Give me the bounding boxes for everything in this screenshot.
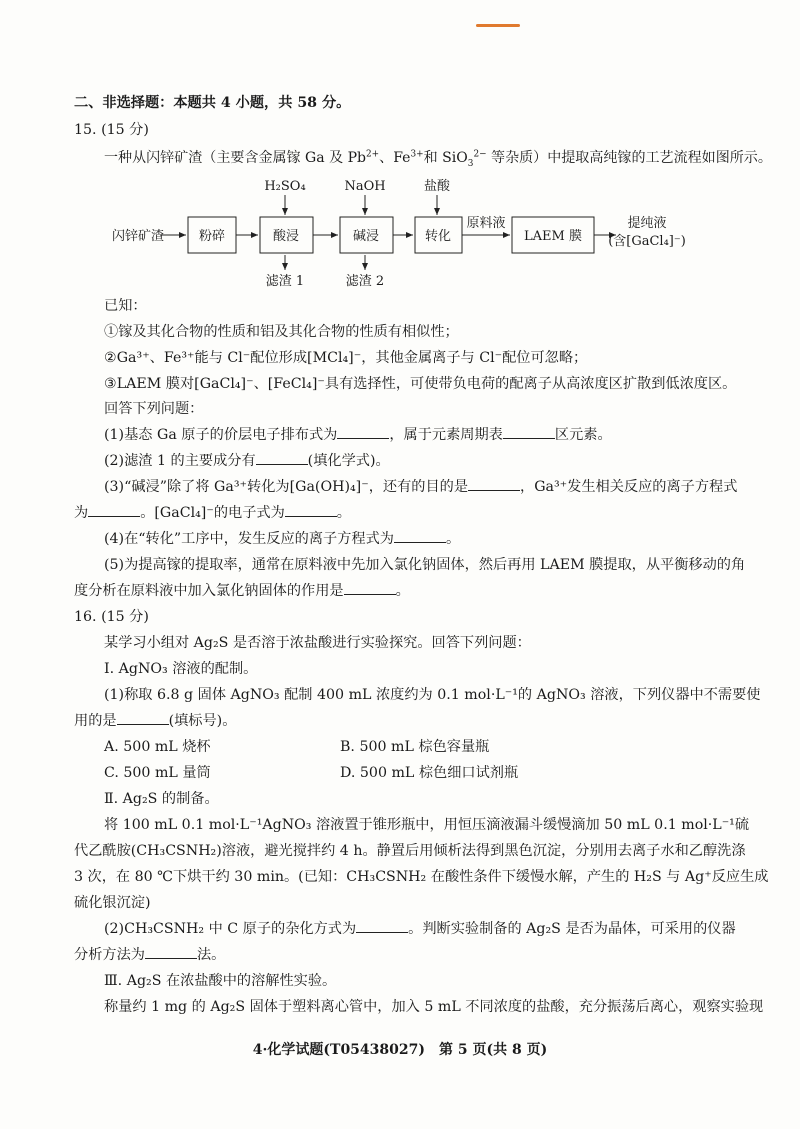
q15-p3-line2: 为 。[GaCl₄]⁻的电子式为 。 (74, 505, 351, 521)
orange-mark (476, 24, 520, 27)
flow-reagent-h2so4: H₂SO₄ (264, 179, 306, 194)
flow-residue2: 滤渣 2 (345, 274, 385, 289)
q16-prep-line1: 将 100 mL 0.1 mol·L⁻¹AgNO₃ 溶液置于锥形瓶中，用恒压滴液漏斗缓慢滴加 50 mL 0.1 mol·L⁻¹硫 (104, 817, 750, 833)
answer-blank[interactable] (285, 504, 337, 517)
q15-p5-line2: 度分析在原料液中加入氯化钠固体的作用是 。 (74, 583, 410, 599)
q16-p2-line2: 分析方法为 法。 (74, 947, 226, 963)
q16-part3: Ⅲ. Ag₂S 在浓盐酸中的溶解性实验。 (104, 973, 337, 989)
q16-prep-line3: 3 次，在 80 ℃下烘干约 30 min。(已知：CH₃CSNH₂ 在酸性条件下缓慢水解，产生的 H₂S 与 Ag⁺反应生成 (74, 869, 769, 885)
flow-product1: 提纯液 (627, 216, 667, 231)
q15-k3: ③LAEM 膜对[GaCl₄]⁻、[FeCl₄]⁻具有选择性，可使带负电荷的配离子从高浓度区扩散到低浓度区。 (104, 376, 737, 392)
answer-blank[interactable] (503, 426, 555, 439)
q15-intro: 一种从闪锌矿渣（主要含金属镓 Ga 及 $Pb^{2+}$、$Fe^{3+}$和 SiO$_3^{2-}$ 等杂质）中提取高纯镓的工艺流程如图所示。 (104, 149, 772, 169)
answer-blank[interactable] (88, 504, 140, 517)
flow-step1: 粉碎 (198, 229, 226, 244)
flow-reagent-naoh: NaOH (344, 179, 386, 194)
answer-blank[interactable] (468, 478, 520, 491)
q15-answer-intro: 回答下列问题： (104, 401, 204, 417)
answer-blank[interactable] (344, 582, 396, 595)
q16-option-b: B. 500 mL 棕色容量瓶 (340, 739, 490, 755)
flow-step2: 酸浸 (272, 229, 300, 244)
q16-intro: 某学习小组对 Ag₂S 是否溶于浓盐酸进行实验探究。回答下列问题： (104, 635, 531, 651)
flow-reagent-hcl: 盐酸 (423, 179, 451, 194)
q15-p3-line1: (3)“碱浸”除了将 Ga³⁺转化为[Ga(OH)₄]⁻，还有的目的是 ，Ga³⁺发生相关反应的离子方程式 (104, 479, 738, 495)
section-header: 二、非选择题：本题共 4 小题，共 58 分。 (74, 95, 351, 111)
flow-feed: 原料液 (466, 216, 506, 231)
flow-step4: 转化 (424, 229, 452, 244)
flow-start: 闪锌矿渣 (112, 229, 165, 244)
answer-blank[interactable] (337, 426, 389, 439)
flow-step3: 碱浸 (352, 229, 380, 244)
q16-p3-line1: 称量约 1 mg 的 Ag₂S 固体于塑料离心管中，加入 5 mL 不同浓度的盐酸，充分振荡后离心，观察实验现 (104, 999, 764, 1015)
q16-p1-line2: 用的是 (填标号)。 (74, 713, 237, 729)
q16-number: 16. (15 分) (74, 609, 149, 625)
q16-prep-line2: 代乙酰胺(CH₃CSNH₂)溶液，避光搅拌约 4 h。静置后用倾析法得到黑色沉淀，分别用去离子水和乙醇洗涤 (74, 843, 746, 859)
q15-p4: (4)在“转化”工序中，发生反应的离子方程式为 。 (104, 531, 461, 547)
q16-part2: Ⅱ. Ag₂S 的制备。 (104, 791, 219, 807)
q15-k2: ②Ga³⁺、Fe³⁺能与 Cl⁻配位形成[MCl₄]⁻，其他金属离子与 Cl⁻配位可忽略； (104, 350, 588, 366)
flow-product2: (含[GaCl₄]⁻) (608, 234, 686, 249)
q16-p1-line1: (1)称取 6.8 g 固体 AgNO₃ 配制 400 mL 浓度约为 0.1 mol·L⁻¹的 AgNO₃ 溶液，下列仪器中不需要使 (104, 687, 761, 703)
answer-blank[interactable] (256, 452, 308, 465)
answer-blank[interactable] (145, 946, 197, 959)
q16-p2-line1: (2)CH₃CSNH₂ 中 C 原子的杂化方式为 。判断实验制备的 Ag₂S 是否为晶体，可采用的仪器 (104, 921, 736, 937)
answer-blank[interactable] (117, 712, 169, 725)
q16-prep-line4: 硫化银沉淀) (74, 895, 151, 911)
process-flow-diagram (0, 175, 800, 295)
q15-p5-line1: (5)为提高镓的提取率，通常在原料液中先加入氯化钠固体，然后再用 LAEM 膜提取，从平衡移动的角 (104, 557, 746, 573)
q15-p1: (1)基态 Ga 原子的价层电子排布式为 ，属于元素周期表 区元素。 (104, 427, 612, 443)
answer-blank[interactable] (356, 920, 408, 933)
q15-p2: (2)滤渣 1 的主要成分有 (填化学式)。 (104, 453, 390, 469)
flow-step5: LAEM 膜 (524, 229, 582, 244)
q15-number: 15. (15 分) (74, 122, 149, 138)
q15-known: 已知： (104, 298, 147, 314)
flow-residue1: 滤渣 1 (265, 274, 305, 289)
q16-option-c: C. 500 mL 量筒 (104, 765, 211, 781)
answer-blank[interactable] (394, 530, 446, 543)
q16-option-a: A. 500 mL 烧杯 (104, 739, 211, 755)
q16-option-d: D. 500 mL 棕色细口试剂瓶 (340, 765, 519, 781)
q15-k1: ①镓及其化合物的性质和铝及其化合物的性质有相似性； (104, 324, 459, 340)
q16-part1: Ⅰ. AgNO₃ 溶液的配制。 (104, 661, 258, 677)
page-footer: 4·化学试题(T05438027) 第 5 页(共 8 页) (252, 1042, 548, 1058)
